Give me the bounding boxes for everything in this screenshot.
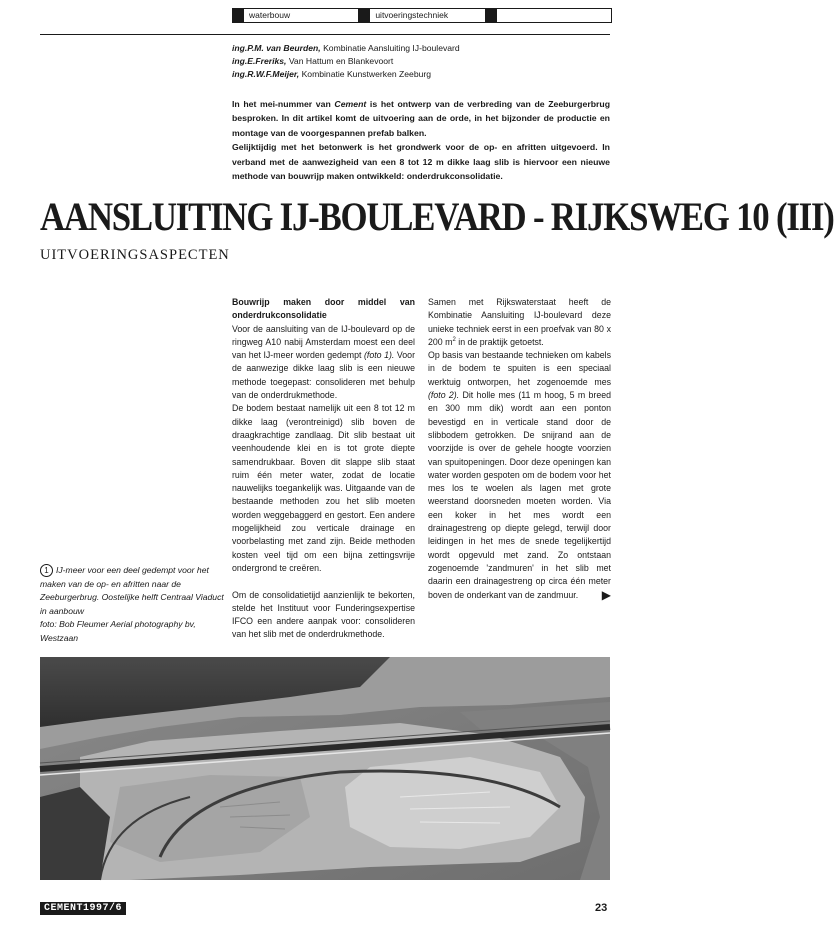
body-paragraph: De bodem bestaat namelijk uit een 8 tot 12 m dikke laag (verontreinigd) slib boven de draagkrachtige zandlaag. Dit slib bestaat uit veenhoudende klei en is tot grote diepte samendrukbaar. Boven dit slappe slib staat ruim één meter water, zodat de locatie nauwelijks toegankelijk was. Uitgaande van de bestaande methoden zou het slib moeten worden weggebaggerd en gestort. Een andere mogelijkheid zou verticale drainage en voorbelasting met zand zijn. Beide methoden kosten veel tijd om een bijna zettingsvrije ondergrond te creëren. — [232, 403, 415, 573]
body-text-segment: Op basis van bestaande technieken om kabels in de bodem te spuiten is een speciaal werktuig ontworpen, het zogenoemde mes — [428, 350, 611, 387]
intro-text-segment: is het ontwerp van de verbreding van de Zeeburgerbrug besproken. In dit artikel komt de uitvoering aan de orde, in het bijzonder de productie en montage van de voorgespannen prefab balken. — [232, 99, 610, 138]
author-affiliation: Kombinatie Aansluiting IJ-boulevard — [323, 43, 460, 53]
article-subtitle: UITVOERINGSASPECTEN — [40, 247, 230, 263]
intro-paragraph — [232, 97, 610, 140]
body-column-1 — [232, 296, 415, 642]
category-uitvoeringstechniek: uitvoeringstechniek — [370, 9, 485, 22]
author-name: ing.E.Freriks, — [232, 56, 287, 66]
section-heading: Bouwrijp maken door middel van onderdrukconsolidatie — [232, 297, 415, 321]
superscript: 2 — [452, 336, 456, 343]
category-marker — [359, 9, 370, 22]
body-paragraph — [428, 349, 611, 602]
author-affiliation: Kombinatie Kunstwerken Zeeburg — [301, 69, 432, 79]
author-line — [232, 42, 612, 55]
photo-reference: (foto 1). — [363, 350, 395, 361]
caption-number: 1 — [40, 564, 53, 577]
header-rule — [40, 34, 610, 35]
article-title: AANSLUITING IJ-BOULEVARD - RIJKSWEG 10 (III) — [40, 194, 834, 239]
caption-text: IJ-meer voor een deel gedempt voor het maken van de op- en afritten naar de Zeeburgerbrug. Oostelijke helft Centraal Viaduct in aanbouw — [40, 565, 224, 616]
intro-paragraph: Gelijktijdig met het betonwerk is het grondwerk voor de op- en afritten uitgevoerd. In verband met de aanwezigheid van een 8 tot 12 m dikke laag slib is hiervoor een nieuwe methode van bouwrijp maken ontwikkeld: onderdrukconsolidatie. — [232, 142, 610, 182]
photo-caption — [40, 564, 225, 645]
caption-credit: foto: Bob Fleumer Aerial photography bv, Westzaan — [40, 619, 196, 643]
category-empty — [497, 9, 611, 22]
body-text-segment: Voor de aanwezige dikke laag slib is een nieuwe methode toegepast: consolideren met behulp van de onderdrukmethode. — [232, 350, 416, 401]
intro-text — [232, 97, 610, 183]
body-text-segment: in de praktijk getoetst. — [455, 336, 544, 347]
author-list — [232, 42, 612, 81]
body-paragraph: Om de consolidatietijd aanzienlijk te bekorten, stelde het Instituut voor Funderingsexpertise IFCO een andere aanpak voor: consolideren van het slib met de onderdrukmethode. — [232, 589, 415, 640]
issue-tag: CEMENT1997/6 — [40, 902, 126, 915]
continue-arrow-icon: ▶ — [601, 587, 611, 602]
intro-magazine-name: Cement — [334, 99, 367, 109]
page-number: 23 — [595, 902, 608, 914]
category-marker — [233, 9, 244, 22]
author-name: ing.P.M. van Beurden, — [232, 43, 321, 53]
body-text-segment: Voor de aansluiting van de IJ-boulevard op de ringweg A10 nabij Amsterdam moest een deel van het IJ-meer worden gedempt — [232, 323, 415, 361]
category-waterbouw: waterbouw — [244, 9, 359, 22]
category-bar — [232, 8, 612, 23]
author-line — [232, 68, 612, 81]
author-line — [232, 55, 612, 68]
body-paragraph — [232, 323, 415, 403]
body-paragraph — [428, 296, 611, 349]
author-affiliation: Van Hattum en Blankevoort — [288, 56, 394, 66]
body-text-segment: Dit holle mes (11 m hoog, 5 m breed en 300 mm dik) wordt aan een ponton bevestigd en in verticale stand door de slibbodem getrokken. De snijrand aan de voorzijde is over de gehele hoogte voorzien van spuitopeningen. Door deze openingen kan water worden gespoten om de bodem voor het mes los te woelen als lagen met grote weerstand doorsneden moeten worden. Via een koker in het mes wordt een drainagestreng op diepte gelegd, terwijl door leidingen in het mes de snede tegelijkertijd wordt opgevuld met zand. Zo ontstaan zogenoemde 'zandmuren' in het slib met daarin een drainagestreng op circa één meter boven de onderkant van de zandmuur. — [428, 390, 612, 600]
category-marker — [486, 9, 497, 22]
photo-reference: (foto 2). — [428, 390, 460, 401]
body-text-segment: Samen met Rijkswaterstaat heeft de Kombinatie Aansluiting IJ-boulevard deze unieke techniek eerst in een proefvak van 80 x 200 m — [428, 297, 611, 347]
author-name: ing.R.W.F.Meijer, — [232, 69, 300, 79]
intro-text-segment: In het mei-nummer van — [232, 99, 335, 109]
aerial-photo — [40, 657, 610, 880]
body-column-2 — [428, 296, 611, 602]
